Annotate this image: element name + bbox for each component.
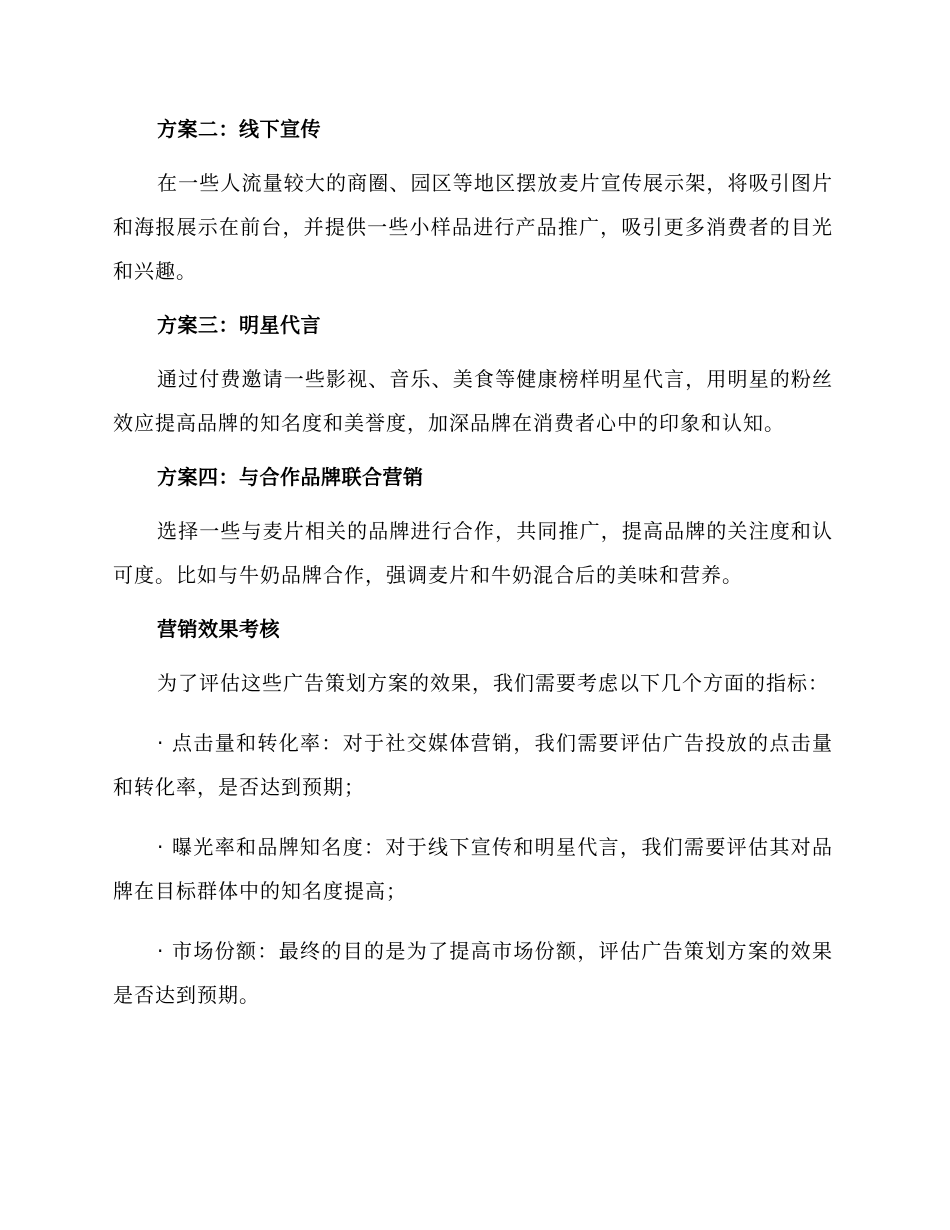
section-heading-offline-promotion: 方案二：线下宣传 [157, 117, 321, 141]
document-body [113, 107, 833, 1017]
section-heading-celebrity-endorsement: 方案三：明星代言 [157, 313, 321, 337]
bullet-item-exposure-awareness: · 曝光率和品牌知名度：对于线下宣传和明星代言，我们需要评估其对品牌在目标群体中的知名度提高； [113, 835, 833, 903]
section-body-evaluation: 为了评估这些广告策划方案的效果，我们需要考虑以下几个方面的指标： [157, 671, 829, 695]
section-heading-evaluation: 营销效果考核 [157, 617, 280, 641]
bullet-item-clicks-conversion: · 点击量和转化率：对于社交媒体营销，我们需要评估广告投放的点击量和转化率，是否达到预期； [113, 731, 833, 799]
bullet-item-market-share: · 市场份额：最终的目的是为了提高市场份额，评估广告策划方案的效果是否达到预期。 [113, 939, 833, 1007]
section-body-co-branding: 选择一些与麦片相关的品牌进行合作，共同推广，提高品牌的关注度和认可度。比如与牛奶品牌合作，强调麦片和牛奶混合后的美味和营养。 [113, 519, 833, 587]
section-body-offline-promotion: 在一些人流量较大的商圈、园区等地区摆放麦片宣传展示架，将吸引图片和海报展示在前台，并提供一些小样品进行产品推广，吸引更多消费者的目光和兴趣。 [113, 171, 833, 283]
section-heading-co-branding: 方案四：与合作品牌联合营销 [157, 465, 424, 489]
section-body-celebrity-endorsement: 通过付费邀请一些影视、音乐、美食等健康榜样明星代言，用明星的粉丝效应提高品牌的知名度和美誉度，加深品牌在消费者心中的印象和认知。 [113, 367, 833, 435]
